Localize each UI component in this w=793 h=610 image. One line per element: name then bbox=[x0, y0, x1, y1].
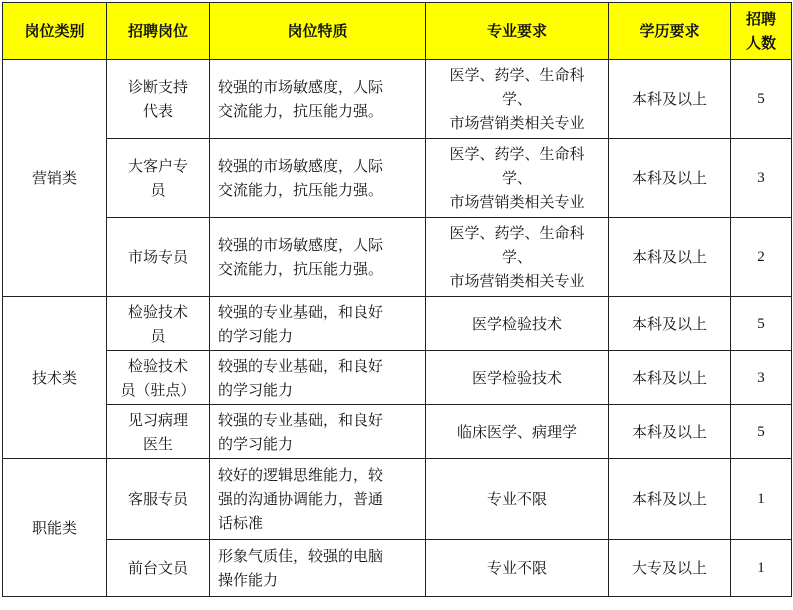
traits-line: 较强的专业基础，和良好 bbox=[218, 410, 384, 429]
major-line: 学、 bbox=[501, 90, 532, 108]
traits-line: 强的沟通协调能力，普通 bbox=[218, 490, 384, 508]
major-line: 学、 bbox=[501, 248, 532, 266]
position-line: 诊断支持 bbox=[127, 78, 188, 96]
position-line: 大客户专 bbox=[127, 157, 188, 175]
traits-cell bbox=[210, 297, 426, 351]
major-line: 专业不限 bbox=[486, 490, 547, 508]
traits-cell bbox=[210, 540, 426, 597]
traits-cell bbox=[210, 459, 426, 540]
header-position: 招聘岗位 bbox=[107, 3, 210, 60]
position-cell bbox=[107, 405, 210, 459]
traits-cell bbox=[210, 405, 426, 459]
headcount-cell: 5 bbox=[731, 297, 792, 351]
major-line: 临床医学、病理学 bbox=[456, 422, 577, 441]
position-line: 检验技术 bbox=[127, 356, 188, 375]
position-cell bbox=[107, 139, 210, 218]
header-headcount-line: 招聘 bbox=[745, 10, 776, 28]
category-cell-marketing: 营销类 bbox=[3, 60, 107, 297]
headcount-cell: 3 bbox=[731, 351, 792, 405]
traits-cell bbox=[210, 351, 426, 405]
education-cell: 大专及以上 bbox=[609, 540, 731, 597]
position-line: 员（驻点） bbox=[120, 380, 196, 399]
traits-line: 较强的专业基础，和良好 bbox=[218, 356, 384, 375]
category-cell-functional: 职能类 bbox=[3, 459, 107, 597]
education-cell: 本科及以上 bbox=[609, 297, 731, 351]
major-line: 专业不限 bbox=[486, 559, 547, 577]
traits-cell bbox=[210, 60, 426, 139]
major-line: 医学检验技术 bbox=[471, 368, 562, 387]
traits-line: 形象气质佳，较强的电脑 bbox=[218, 547, 384, 565]
traits-line: 话标准 bbox=[218, 514, 264, 532]
position-line: 代表 bbox=[142, 102, 173, 120]
position-cell bbox=[107, 351, 210, 405]
header-education: 学历要求 bbox=[609, 3, 731, 60]
position-line: 员 bbox=[150, 326, 166, 345]
position-line: 前台文员 bbox=[127, 559, 188, 577]
position-line: 市场专员 bbox=[127, 248, 188, 266]
traits-line: 的学习能力 bbox=[218, 434, 294, 453]
headcount-cell: 5 bbox=[731, 60, 792, 139]
header-headcount bbox=[731, 3, 792, 60]
traits-line: 较强的市场敏感度，人际 bbox=[218, 236, 384, 254]
header-headcount-line: 人数 bbox=[745, 34, 776, 52]
headcount-cell: 1 bbox=[731, 540, 792, 597]
traits-line: 较强的市场敏感度，人际 bbox=[218, 157, 384, 175]
major-cell bbox=[426, 139, 609, 218]
header-traits: 岗位特质 bbox=[210, 3, 426, 60]
major-cell bbox=[426, 540, 609, 597]
table-row bbox=[3, 218, 792, 297]
header-category: 岗位类别 bbox=[3, 3, 107, 60]
major-line: 医学、药学、生命科 bbox=[449, 145, 585, 163]
education-cell: 本科及以上 bbox=[609, 139, 731, 218]
major-line: 市场营销类相关专业 bbox=[449, 114, 585, 132]
education-cell: 本科及以上 bbox=[609, 351, 731, 405]
table-row bbox=[3, 139, 792, 218]
major-line: 医学、药学、生命科 bbox=[449, 66, 585, 84]
position-cell bbox=[107, 459, 210, 540]
traits-line: 操作能力 bbox=[218, 571, 279, 589]
recruitment-table bbox=[2, 2, 792, 597]
major-line: 医学、药学、生命科 bbox=[449, 224, 585, 242]
major-line: 市场营销类相关专业 bbox=[449, 193, 585, 211]
position-cell bbox=[107, 218, 210, 297]
education-cell: 本科及以上 bbox=[609, 218, 731, 297]
major-cell bbox=[426, 297, 609, 351]
position-line: 见习病理 bbox=[127, 410, 188, 429]
traits-line: 交流能力，抗压能力强。 bbox=[218, 181, 384, 199]
major-cell bbox=[426, 351, 609, 405]
header-major: 专业要求 bbox=[426, 3, 609, 60]
headcount-cell: 5 bbox=[731, 405, 792, 459]
traits-cell bbox=[210, 218, 426, 297]
education-cell: 本科及以上 bbox=[609, 405, 731, 459]
header-row bbox=[3, 3, 792, 60]
major-cell bbox=[426, 405, 609, 459]
position-line: 客服专员 bbox=[127, 490, 188, 508]
category-cell-technical: 技术类 bbox=[3, 297, 107, 459]
traits-cell bbox=[210, 139, 426, 218]
major-line: 市场营销类相关专业 bbox=[449, 272, 585, 290]
major-cell bbox=[426, 60, 609, 139]
position-line: 员 bbox=[150, 181, 166, 199]
traits-line: 交流能力，抗压能力强。 bbox=[218, 102, 384, 120]
table-row bbox=[3, 60, 792, 139]
table-row bbox=[3, 405, 792, 459]
position-cell bbox=[107, 540, 210, 597]
traits-line: 较好的逻辑思维能力，较 bbox=[218, 466, 384, 484]
traits-line: 交流能力，抗压能力强。 bbox=[218, 260, 384, 278]
table-row bbox=[3, 540, 792, 597]
position-line: 医生 bbox=[142, 434, 173, 453]
headcount-cell: 1 bbox=[731, 459, 792, 540]
major-line: 学、 bbox=[501, 169, 532, 187]
traits-line: 的学习能力 bbox=[218, 380, 294, 399]
education-cell: 本科及以上 bbox=[609, 459, 731, 540]
major-cell bbox=[426, 459, 609, 540]
education-cell: 本科及以上 bbox=[609, 60, 731, 139]
table-row bbox=[3, 351, 792, 405]
table-row bbox=[3, 459, 792, 540]
position-line: 检验技术 bbox=[127, 302, 188, 321]
table-row bbox=[3, 297, 792, 351]
traits-line: 较强的专业基础，和良好 bbox=[218, 302, 384, 321]
major-cell bbox=[426, 218, 609, 297]
traits-line: 的学习能力 bbox=[218, 326, 294, 345]
position-cell bbox=[107, 297, 210, 351]
position-cell bbox=[107, 60, 210, 139]
major-line: 医学检验技术 bbox=[471, 314, 562, 333]
headcount-cell: 2 bbox=[731, 218, 792, 297]
traits-line: 较强的市场敏感度，人际 bbox=[218, 78, 384, 96]
headcount-cell: 3 bbox=[731, 139, 792, 218]
